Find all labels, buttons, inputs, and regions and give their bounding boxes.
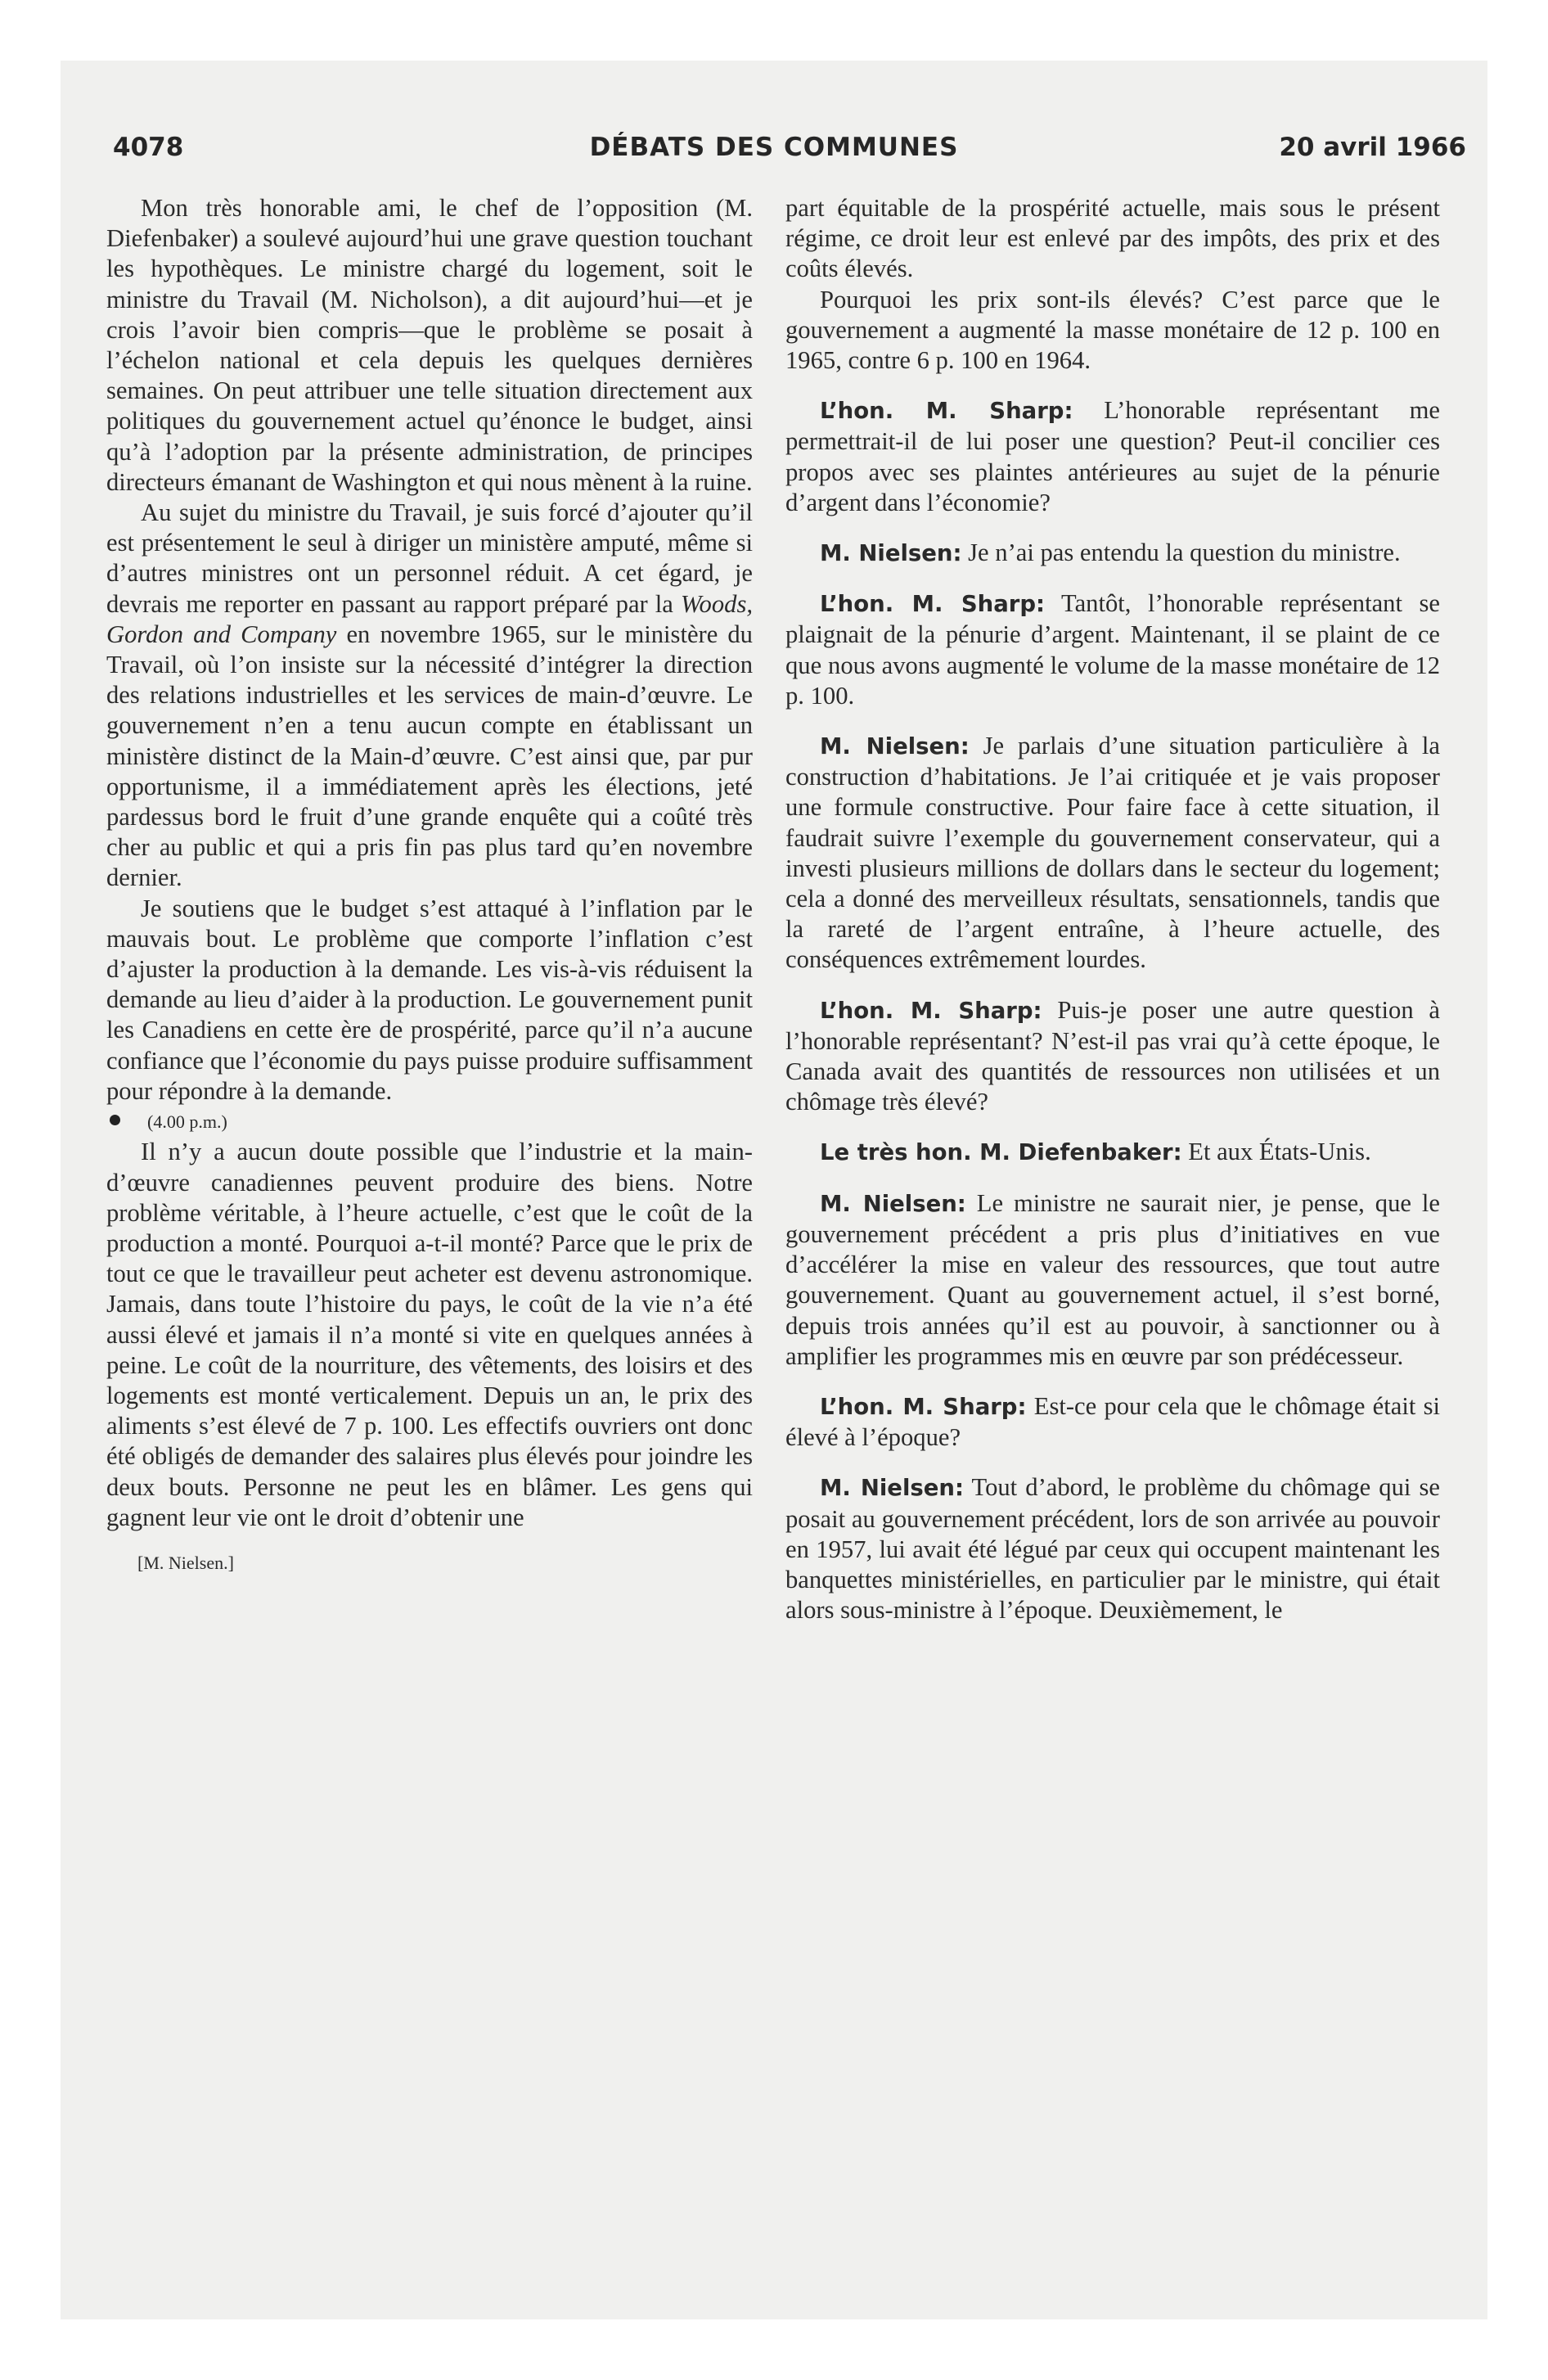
speech xyxy=(785,1188,1440,1372)
speaker-name: M. Nielsen: xyxy=(820,733,970,760)
time-marker xyxy=(106,1107,753,1137)
speaker-name: L’hon. M. Sharp: xyxy=(820,1393,1027,1420)
speech-text: Tout d’abord, le problème du chômage qui se posait au gouvernement précédent, lors de son arrivée au pouvoir en 1957, lui avait été légué par ceux qui occupent maintenant les banquettes ministérielles, en particulier par le ministre, qui était alors sous-ministre à l’époque. Deuxièmement, le xyxy=(785,1473,1440,1625)
paragraph: Pourquoi les prix sont-ils élevés? C’est parce que le gouvernement a augmenté la masse monétaire de 12 p. 100 en 1965, contre 6 p. 100 en 1964. xyxy=(785,285,1440,375)
speech-text: Est-ce pour cela que le chômage était si élevé à l’époque? xyxy=(785,1391,1440,1452)
speaker-name: M. Nielsen: xyxy=(820,1475,964,1502)
speech-text: Tantôt, l’honorable représentant se plaignait de la pénurie d’argent. Maintenant, il se plaint de ce que nous avons augmenté le volume de la masse monétaire de 12 p. 100. xyxy=(785,589,1440,710)
speaker-name: L’hon. M. Sharp: xyxy=(820,997,1042,1024)
paragraph: Mon très honorable ami, le chef de l’opposition (M. Diefenbaker) a soulevé aujourd’hui une grave question touchant les hypothèques. Le ministre chargé du logement, soit le ministre du Travail (M. Nicholson), a dit aujourd’hui—et je crois l’avoir bien compris—que le problème se posait à l’échelon national et cela depuis les quelques dernières semaines. On peut attribuer une telle situation directement aux politiques du gouvernement actuel qu’énonce le budget, ainsi qu’à l’adoption par la présente administration, de principes directeurs émanant de Washington et qui nous mènent à la ruine. xyxy=(106,194,753,496)
left-column xyxy=(106,193,753,1578)
speech-text: Et aux États-Unis. xyxy=(1181,1138,1371,1166)
paragraph-text: Au sujet du ministre du Travail, je suis forcé d’ajouter qu’il est présentement le seul à diriger un ministère amputé, même si d’autres ministres ont un personnel réduit. A cet égard, je devrais me reporter en passant au rapport préparé par la xyxy=(106,498,753,618)
speaker-name: L’hon. M. Sharp: xyxy=(820,398,1073,425)
italic-company-name: Woods, Gordon and Company xyxy=(106,589,753,648)
speech xyxy=(785,1472,1440,1625)
speech-text: Puis-je poser une autre question à l’honorable représentant? N’est-il pas vrai qu’à cette époque, le Canada avait des quantités de ressources non utilisées et un chômage très élevé? xyxy=(785,995,1440,1116)
speech xyxy=(785,1391,1440,1453)
time-marker-text: (4.00 p.m.) xyxy=(147,1111,227,1133)
speech xyxy=(785,538,1440,569)
speaker-name: L’hon. M. Sharp: xyxy=(820,591,1046,618)
speaker-name: Le très hon. M. Diefenbaker: xyxy=(820,1139,1182,1166)
paragraph: Je soutiens que le budget s’est attaqué à l’inflation par le mauvais bout. Le problème que comporte l’inflation c’est d’ajuster la production à la demande. Les vis-à-vis réduisent la demande au lieu d’aider à la production. Le gouvernement punit les Canadiens en cette ère de prospérité, parce qu’il n’a aucune confiance que l’économie du pays puisse produire suffisamment pour répondre à la demande. xyxy=(106,894,753,1105)
speech xyxy=(785,588,1440,711)
page-header xyxy=(61,133,1487,169)
speech xyxy=(785,731,1440,976)
page-number: 4078 xyxy=(113,133,184,162)
paragraph-text: en novembre 1965, sur le ministère du Travail, où l’on insiste sur la nécessité d’intégrer la direction des relations industrielles et les services de main-d’œuvre. Le gouvernement n’en a tenu aucun compte en établissant un ministère distinct de la Main-d’œuvre. C’est ainsi que, par pur opportunisme, il a immédiatement après les élections, jeté pardessus bord le fruit d’une grande enquête qui a coûté très cher au public et qui a pris fin pas plus tard qu’en novembre dernier. xyxy=(106,620,753,892)
speech-text: Je n’ai pas entendu la question du ministre. xyxy=(961,539,1401,567)
paragraph: Il n’y a aucun doute possible que l’industrie et la main-d’œuvre canadiennes peuvent produire des biens. Notre problème véritable, à l’heure actuelle, c’est que le coût de la production a monté. Pourquoi a-t-il monté? Parce que le prix de tout ce que le travailleur peut acheter est devenu astronomique. Jamais, dans toute l’histoire du pays, le coût de la vie n’a été aussi élevé et jamais il n’a monté si vite en quelques années à peine. Le coût de la nourriture, des vêtements, des loisirs et des logements est monté verticalement. Depuis un an, le prix des aliments s’est élevé de 7 p. 100. Les effectifs ouvriers ont donc été obligés de demander des salaires plus élevés pour joindre les deux bouts. Personne ne peut les en blâmer. Les gens qui gagnent leur vie ont le droit d’obtenir une xyxy=(106,1138,753,1531)
paragraph: part équitable de la prospérité actuelle, mais sous le présent régime, ce droit leur est enlevé par des impôts, des prix et des coûts élevés. xyxy=(785,194,1440,283)
speech-text: L’honorable représentant me permettrait-il de lui poser une question? Peut-il concilier ces propos avec ses plaintes antérieures au sujet de la pénurie d’argent dans l’économie? xyxy=(785,396,1440,516)
speech-text: Le ministre ne saurait nier, je pense, que le gouvernement précédent a pris plus d’initiatives en vue d’accélérer la mise en valeur des ressources, que tout autre gouvernement. Quant au gouvernement actuel, il s’est borné, depuis trois années qu’il est au pouvoir, à sanctionner ou à amplifier les programmes mis en œuvre par son prédécesseur. xyxy=(785,1188,1440,1370)
speaker-signature: [M. Nielsen.] xyxy=(137,1552,234,1573)
page-date: 20 avril 1966 xyxy=(1279,133,1466,162)
speech xyxy=(785,395,1440,518)
right-column xyxy=(785,193,1440,1625)
speech-text: Je parlais d’une situation particulière à la construction d’habitations. Je l’ai critiquée et je vais proposer une formule constructive. Pour faire face à cette situation, il faudrait suivre l’exemple du gouvernement conservateur, qui a investi plusieurs millions de dollars dans le secteur du logement; cela a donné des merveilleux résultats, sensationnels, tandis que la rareté de l’argent entraîne, à l’heure actuelle, des conséquences extrêmement lourdes. xyxy=(785,732,1440,974)
paragraph xyxy=(106,498,753,894)
publication-title: DÉBATS DES COMMUNES xyxy=(589,133,959,162)
speaker-name: M. Nielsen: xyxy=(820,540,962,567)
document-page xyxy=(61,61,1487,2319)
speech xyxy=(785,995,1440,1118)
bullet-icon xyxy=(110,1115,120,1125)
speaker-name: M. Nielsen: xyxy=(820,1190,966,1217)
speech xyxy=(785,1137,1440,1168)
